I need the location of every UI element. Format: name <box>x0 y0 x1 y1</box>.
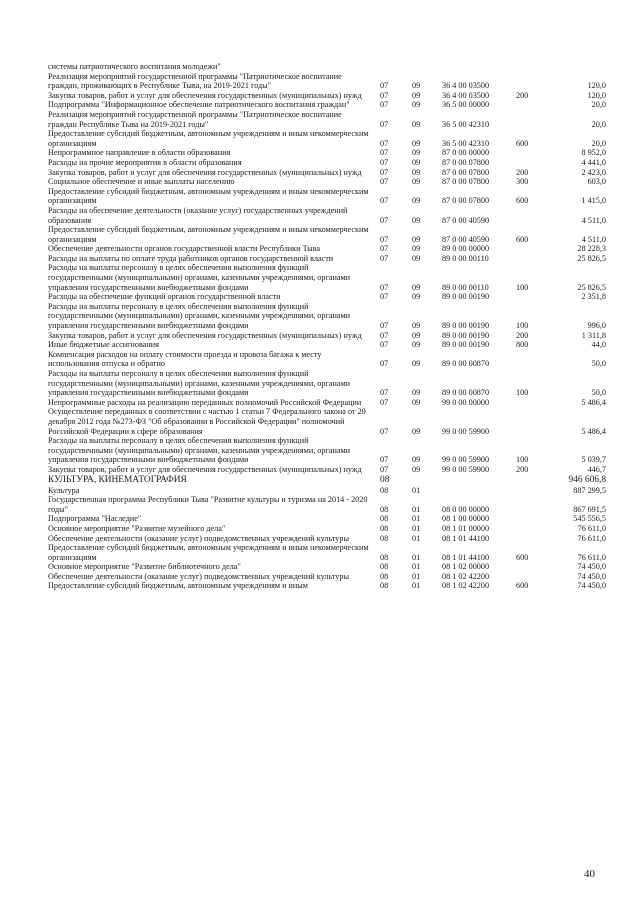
row-sum: 76 611,0 <box>577 523 606 533</box>
row-sum: 8 952,0 <box>581 148 606 158</box>
row-name: Закупка товаров, работ и услуг для обеспечения государственных (муниципальных) нужд <box>48 330 362 340</box>
row-razdel: 07 <box>380 426 389 436</box>
table-row <box>48 158 606 168</box>
row-sum: 25 826,5 <box>577 253 606 263</box>
row-razdel: 08 <box>380 571 389 581</box>
row-razdel: 08 <box>380 552 389 562</box>
row-sum: 50,0 <box>591 359 606 369</box>
table-row <box>48 110 606 129</box>
row-csr: 89 0 00 00110 <box>442 282 489 292</box>
row-sum: 76 611,0 <box>577 533 606 543</box>
row-name: Государственная программа Республики Тыва "Развитие культуры и туризма на 2014 - 2020 годы" <box>48 495 368 514</box>
row-vr: 200 <box>516 330 529 340</box>
row-sum: 4 511,0 <box>581 234 606 244</box>
row-podrazdel: 09 <box>412 81 421 91</box>
row-podrazdel: 09 <box>412 292 421 302</box>
row-csr: 89 0 00 00110 <box>442 253 489 263</box>
row-razdel: 07 <box>380 321 389 331</box>
row-csr: 08 1 02 42200 <box>442 571 490 581</box>
row-name: КУЛЬТУРА, КИНЕМАТОГРАФИЯ <box>48 474 187 485</box>
row-name: Расходы на выплаты персоналу в целях обеспечения выполнения функций государственными (муниципальными) органами, казенными учреждениями, органами управления государственными внебюджетными фондами <box>48 263 351 292</box>
row-podrazdel: 01 <box>412 562 421 572</box>
row-podrazdel: 09 <box>412 138 421 148</box>
row-razdel: 07 <box>380 234 389 244</box>
row-podrazdel: 09 <box>412 253 421 263</box>
row-razdel: 07 <box>380 81 389 91</box>
row-podrazdel: 09 <box>412 244 421 254</box>
row-sum: 4 511,0 <box>581 215 606 225</box>
table-row <box>48 129 606 148</box>
row-podrazdel: 01 <box>412 552 421 562</box>
row-podrazdel: 09 <box>412 167 421 177</box>
row-razdel: 07 <box>380 215 389 225</box>
row-name: Предоставление субсидий бюджетным, автономным учреждениям и иным некоммерческим организациям <box>48 129 369 148</box>
table-row <box>48 148 606 158</box>
row-name: Предоставление субсидий бюджетным, автономным учреждениям и иным некоммерческим организациям <box>48 543 369 562</box>
table-row <box>48 100 606 110</box>
row-name: Подпрограмма "Наследие" <box>48 514 142 524</box>
row-name: Закупка товаров, работ и услуг для обеспечения государственных (муниципальных) нужд <box>48 167 362 177</box>
row-razdel: 07 <box>380 148 389 158</box>
row-sum: 2 351,8 <box>581 292 606 302</box>
row-razdel: 08 <box>380 514 389 524</box>
row-name: Обеспечение деятельности органов государственной власти Республики Тыва <box>48 244 321 254</box>
row-vr: 600 <box>516 138 529 148</box>
row-podrazdel: 09 <box>412 157 421 167</box>
row-csr: 87 0 00 00000 <box>442 148 490 158</box>
row-vr: 100 <box>516 321 529 331</box>
table-row <box>48 168 606 178</box>
row-podrazdel: 09 <box>412 330 421 340</box>
table-row <box>48 91 606 101</box>
row-csr: 87 0 00 40590 <box>442 234 490 244</box>
row-razdel: 07 <box>380 340 389 350</box>
row-csr: 89 0 00 00190 <box>442 292 490 302</box>
row-name: системы патриотического воспитания молодежи" <box>48 62 221 71</box>
row-name: Предоставление субсидий бюджетным, автономным учреждениям и иным некоммерческим организациям <box>48 225 369 244</box>
table-row <box>48 72 606 91</box>
row-razdel: 07 <box>380 455 389 465</box>
row-razdel: 07 <box>380 388 389 398</box>
table-row <box>48 302 606 331</box>
table-row <box>48 407 606 436</box>
row-vr: 200 <box>516 167 529 177</box>
row-sum: 28 228,3 <box>577 244 606 254</box>
row-sum: 20,0 <box>591 119 606 129</box>
table-row <box>48 340 606 350</box>
row-razdel: 07 <box>380 138 389 148</box>
row-sum: 74 450,0 <box>577 571 606 581</box>
row-podrazdel: 01 <box>412 514 421 524</box>
row-razdel: 07 <box>380 292 389 302</box>
row-podrazdel: 09 <box>412 177 421 187</box>
row-name: Социальное обеспечение и иные выплаты населению <box>48 177 235 187</box>
row-razdel: 07 <box>380 282 389 292</box>
row-name: Иные бюджетные ассигнования <box>48 340 159 350</box>
row-name: Расходы на обеспечение деятельности (оказание услуг) государственных учреждений образования <box>48 205 348 225</box>
row-podrazdel: 01 <box>412 571 421 581</box>
row-razdel: 07 <box>380 359 389 369</box>
row-name: Осуществление переданных в соответствии с частью 1 статьи 7 Федерального закона от 29 декабря 2012 года №273-ФЗ "Об образовании в Российской Федерации" полномочий Российской Федерации в сфере образования <box>48 407 366 436</box>
row-sum: 603,0 <box>587 177 606 187</box>
row-sum: 120,0 <box>587 81 606 91</box>
row-csr: 08 1 02 00000 <box>442 562 490 572</box>
row-razdel: 07 <box>380 119 389 129</box>
row-razdel: 07 <box>380 157 389 167</box>
row-name: Расходы на выплаты по оплате труда работников органов государственной власти <box>48 253 334 263</box>
row-vr: 600 <box>516 196 529 206</box>
row-razdel: 08 <box>380 523 389 533</box>
table-row <box>48 177 606 187</box>
table-row <box>48 263 606 292</box>
row-name: Закупка товаров, работ и услуг для обеспечения государственных (муниципальных) нужд <box>48 464 362 474</box>
row-name: Компенсация расходов на оплату стоимости проезда и провоза багажа к месту использования отпуска и обратно <box>48 349 322 369</box>
row-name: Непрограммное направление в области образования <box>48 148 231 158</box>
table-row <box>48 244 606 254</box>
row-podrazdel: 09 <box>412 455 421 465</box>
row-name: Предоставление субсидий бюджетным, автономным учреждениям и иным <box>48 581 308 591</box>
row-name: Предоставление субсидий бюджетным, автономным учреждениям и иным некоммерческим организациям <box>48 186 369 206</box>
row-sum: 1 415,0 <box>581 196 606 206</box>
row-sum: 1 311,8 <box>581 330 606 340</box>
row-razdel: 08 <box>380 581 389 591</box>
row-razdel: 07 <box>380 90 389 100</box>
row-razdel: 07 <box>380 167 389 177</box>
row-csr: 89 0 00 00000 <box>442 244 490 254</box>
section-row <box>48 475 606 486</box>
row-vr: 100 <box>516 282 529 292</box>
row-sum: 25 826,5 <box>577 282 606 292</box>
row-name: Культура <box>48 485 80 495</box>
row-csr: 87 0 00 07800 <box>442 196 490 206</box>
row-csr: 87 0 00 07800 <box>442 167 490 177</box>
row-csr: 99 0 00 00000 <box>442 397 490 407</box>
row-podrazdel: 09 <box>412 234 421 244</box>
row-name: Расходы на выплаты персоналу в целях обеспечения выполнения функций государственными (муниципальными) органами, казенными учреждениями, органами управления государственными внебюджетными фондами <box>48 369 351 398</box>
row-sum: 20,0 <box>591 100 606 110</box>
row-podrazdel: 09 <box>412 196 421 206</box>
row-sum: 887 299,5 <box>573 485 606 495</box>
row-podrazdel: 09 <box>412 90 421 100</box>
row-csr: 36 4 00 03500 <box>442 81 490 91</box>
row-csr: 36 4 00 03500 <box>442 90 490 100</box>
row-podrazdel: 09 <box>412 388 421 398</box>
row-csr: 87 0 00 40590 <box>442 215 490 225</box>
table-row <box>48 398 606 408</box>
row-name: Непрограммные расходы на реализацию переданных полномочий Российской Федерации <box>48 397 362 407</box>
row-podrazdel: 01 <box>412 533 421 543</box>
row-vr: 200 <box>516 464 529 474</box>
row-csr: 87 0 00 07800 <box>442 177 490 187</box>
table-row <box>48 369 606 398</box>
row-podrazdel: 09 <box>412 397 421 407</box>
row-podrazdel: 09 <box>412 464 421 474</box>
row-vr: 600 <box>516 581 529 591</box>
row-sum: 946 606,8 <box>568 474 606 485</box>
table-row <box>48 465 606 475</box>
row-csr: 99 0 00 59900 <box>442 455 490 465</box>
row-csr: 08 1 01 44100 <box>442 533 490 543</box>
row-sum: 44,0 <box>591 340 606 350</box>
row-razdel: 07 <box>380 244 389 254</box>
row-sum: 50,0 <box>591 388 606 398</box>
row-sum: 5 039,7 <box>581 455 606 465</box>
table-row <box>48 562 606 572</box>
row-name: Расходы на прочие мероприятия в области образования <box>48 157 242 167</box>
row-csr: 36 5 00 42310 <box>442 138 490 148</box>
table-row <box>48 572 606 582</box>
row-csr: 89 0 00 00870 <box>442 388 490 398</box>
row-sum: 867 691,5 <box>573 504 606 514</box>
row-csr: 08 1 01 00000 <box>442 523 490 533</box>
table-row <box>48 206 606 225</box>
table-row <box>48 581 606 591</box>
table-row <box>48 486 606 496</box>
row-csr: 99 0 00 59900 <box>442 426 490 436</box>
row-sum: 996,0 <box>587 321 606 331</box>
row-csr: 08 0 00 00000 <box>442 504 490 514</box>
row-name: Реализация мероприятий государственной программы "Патриотическое воспитание граждан Республике Тыва на 2019-2021 годы" <box>48 109 342 129</box>
table-row <box>48 62 606 72</box>
row-razdel: 07 <box>380 464 389 474</box>
row-podrazdel: 09 <box>412 282 421 292</box>
row-razdel: 07 <box>380 196 389 206</box>
table-row <box>48 225 606 244</box>
row-name: Основное мероприятие "Развитие библиотечного дела" <box>48 562 241 572</box>
row-sum: 74 450,0 <box>577 562 606 572</box>
table-row <box>48 350 606 369</box>
row-csr: 08 1 02 42200 <box>442 581 490 591</box>
row-sum: 446,7 <box>587 464 606 474</box>
row-vr: 800 <box>516 340 529 350</box>
table-row <box>48 331 606 341</box>
table-row <box>48 524 606 534</box>
row-csr: 99 0 00 59900 <box>442 464 490 474</box>
row-podrazdel: 09 <box>412 215 421 225</box>
row-name: Расходы на обеспечение функций органов государственной власти <box>48 292 281 302</box>
row-csr: 89 0 00 00190 <box>442 321 490 331</box>
row-podrazdel: 09 <box>412 119 421 129</box>
budget-table <box>48 62 606 591</box>
row-podrazdel: 01 <box>412 485 421 495</box>
row-csr: 89 0 00 00870 <box>442 359 490 369</box>
row-csr: 89 0 00 00190 <box>442 330 490 340</box>
row-podrazdel: 01 <box>412 523 421 533</box>
page-number: 40 <box>584 868 595 880</box>
table-row <box>48 534 606 544</box>
row-sum: 5 486,4 <box>581 397 606 407</box>
row-vr: 300 <box>516 177 529 187</box>
row-podrazdel: 01 <box>412 581 421 591</box>
row-vr: 600 <box>516 234 529 244</box>
row-name: Расходы на выплаты персоналу в целях обеспечения выполнения функций государственными (муниципальными) органами, казенными учреждениями, органами управления государственными внебюджетными фондами <box>48 436 351 465</box>
table-row <box>48 187 606 206</box>
table-row <box>48 495 606 514</box>
row-razdel: 08 <box>380 485 389 495</box>
row-podrazdel: 09 <box>412 426 421 436</box>
row-name: Подпрограмма "Информационное обеспечение патриотического воспитания граждан" <box>48 100 350 110</box>
row-csr: 36 5 00 00000 <box>442 100 490 110</box>
row-sum: 76 611,0 <box>577 552 606 562</box>
row-sum: 4 441,0 <box>581 157 606 167</box>
row-razdel: 07 <box>380 100 389 110</box>
row-sum: 2 423,0 <box>581 167 606 177</box>
row-name: Расходы на выплаты персоналу в целях обеспечения выполнения функций государственными (муниципальными) органами, казенными учреждениями, органами управления государственными внебюджетными фондами <box>48 301 351 331</box>
row-podrazdel: 09 <box>412 321 421 331</box>
row-razdel: 07 <box>380 330 389 340</box>
table-row <box>48 436 606 465</box>
row-sum: 20,0 <box>591 138 606 148</box>
row-vr: 200 <box>516 90 529 100</box>
row-csr: 08 1 00 00000 <box>442 514 490 524</box>
row-razdel: 08 <box>380 474 390 485</box>
row-name: Обеспечение деятельности (оказание услуг) подведомственных учреждений культуры <box>48 533 349 543</box>
row-name: Обеспечение деятельности (оказание услуг) подведомственных учреждений культуры <box>48 571 349 581</box>
row-razdel: 07 <box>380 253 389 263</box>
row-razdel: 08 <box>380 504 389 514</box>
row-podrazdel: 09 <box>412 148 421 158</box>
row-vr: 100 <box>516 455 529 465</box>
row-name: Закупка товаров, работ и услуг для обеспечения государственных (муниципальных) нужд <box>48 90 362 100</box>
row-csr: 36 5 00 42310 <box>442 119 490 129</box>
table-row <box>48 514 606 524</box>
row-podrazdel: 09 <box>412 340 421 350</box>
row-name: Основное мероприятие "Развитие музейного дела" <box>48 523 226 533</box>
row-sum: 74 450,0 <box>577 581 606 591</box>
row-podrazdel: 09 <box>412 359 421 369</box>
row-sum: 120,0 <box>587 90 606 100</box>
table-row <box>48 543 606 562</box>
row-sum: 545 556,5 <box>573 514 606 524</box>
row-vr: 100 <box>516 388 529 398</box>
row-name: Реализация мероприятий государственной программы "Патриотическое воспитание граждан, проживающих в Республике Тыва, на 2019-2021 годы" <box>48 71 342 91</box>
table-row <box>48 254 606 264</box>
row-sum: 5 486,4 <box>581 426 606 436</box>
row-csr: 87 0 00 07800 <box>442 157 490 167</box>
row-csr: 08 1 01 44100 <box>442 552 490 562</box>
row-razdel: 08 <box>380 562 389 572</box>
row-vr: 600 <box>516 552 529 562</box>
row-podrazdel: 09 <box>412 100 421 110</box>
row-podrazdel: 01 <box>412 504 421 514</box>
table-row <box>48 292 606 302</box>
row-razdel: 07 <box>380 177 389 187</box>
row-razdel: 07 <box>380 397 389 407</box>
row-razdel: 08 <box>380 533 389 543</box>
row-csr: 89 0 00 00190 <box>442 340 490 350</box>
